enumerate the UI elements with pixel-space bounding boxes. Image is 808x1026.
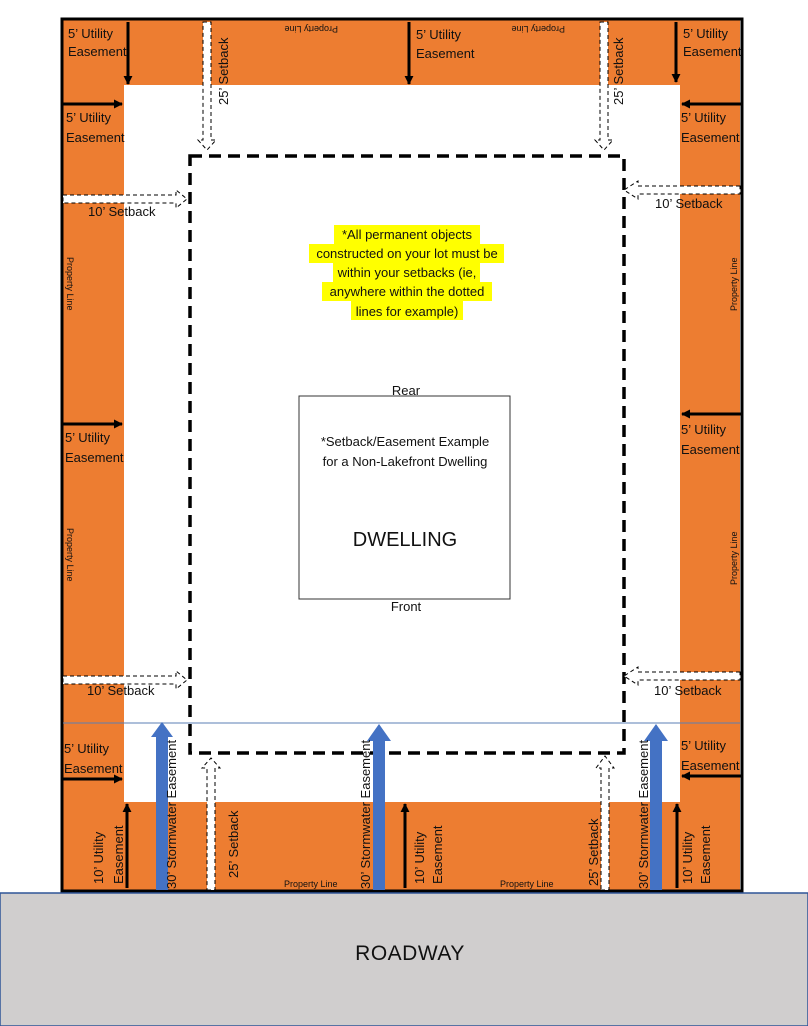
setback-label: 10’ Setback (654, 683, 722, 698)
utility-label-line: 5’ Utility (681, 422, 727, 437)
utility-label-line: Easement (681, 130, 740, 145)
utility-label-line: 5’ Utility (681, 738, 727, 753)
stormwater-label: 30’ Stormwater Easement (164, 739, 179, 889)
property-line-label: Property Line (284, 24, 338, 34)
utility-label-line: 10’ Utility (91, 831, 106, 884)
property-line-label: Property Line (511, 24, 565, 34)
utility-label-line: 10’ Utility (412, 831, 427, 884)
property-line-label: Property Line (500, 879, 554, 889)
utility-label-line: Easement (416, 46, 475, 61)
utility-label-line: 5’ Utility (64, 741, 110, 756)
note-line: constructed on your lot must be (316, 246, 498, 261)
note-line: anywhere within the dotted (329, 284, 485, 299)
setback-label: 10’ Setback (87, 683, 155, 698)
utility-label-line: Easement (683, 44, 742, 59)
setback-label: 25’ Setback (226, 810, 241, 878)
dwelling-title: DWELLING (352, 529, 458, 551)
note-line: within your setbacks (ie, (337, 265, 477, 280)
dwelling-box (299, 396, 510, 599)
roadway-label: ROADWAY (355, 942, 465, 965)
utility-label-line: 5’ Utility (66, 110, 112, 125)
utility-label-line: Easement (681, 442, 740, 457)
dwelling-example-line: for a Non-Lakefront Dwelling (322, 454, 488, 469)
utility-label-line: Easement (65, 450, 124, 465)
setback-note (316, 227, 497, 319)
property-line-label: Property Line (729, 531, 739, 585)
utility-label-line: Easement (681, 758, 740, 773)
utility-label-line: 5’ Utility (65, 430, 111, 445)
setback-label: 10’ Setback (88, 204, 156, 219)
dwelling-front-label: Front (390, 599, 422, 614)
utility-label-line: Easement (111, 825, 126, 884)
utility-label-line: Easement (66, 130, 125, 145)
property-line-label: Property Line (65, 257, 75, 311)
dwelling-example-line: *Setback/Easement Example (320, 434, 490, 449)
setback-label: 25’ Setback (216, 37, 231, 105)
utility-label-line: 5’ Utility (681, 110, 727, 125)
utility-label-line: Easement (68, 44, 127, 59)
property-line-label: Property Line (65, 528, 75, 582)
stormwater-label: 30’ Stormwater Easement (636, 739, 651, 889)
setback-label: 25’ Setback (586, 818, 601, 886)
setback-label: 10’ Setback (655, 196, 723, 211)
note-line: lines for example) (355, 304, 459, 319)
setback-label: 25’ Setback (611, 37, 626, 105)
stormwater-label: 30’ Stormwater Easement (358, 739, 373, 889)
utility-label-line: 5’ Utility (416, 27, 462, 42)
utility-label-line: Easement (698, 825, 713, 884)
easement-band-top (63, 20, 740, 85)
note-line: *All permanent objects (341, 227, 473, 242)
utility-label-line: Easement (430, 825, 445, 884)
utility-label-line: 5’ Utility (683, 26, 729, 41)
property-line-label: Property Line (729, 257, 739, 311)
utility-label-line: Easement (64, 761, 123, 776)
dwelling-rear-label: Rear (391, 383, 421, 398)
utility-label-line: 5’ Utility (68, 26, 114, 41)
property-line-label: Property Line (284, 879, 338, 889)
utility-label-line: 10’ Utility (680, 831, 695, 884)
